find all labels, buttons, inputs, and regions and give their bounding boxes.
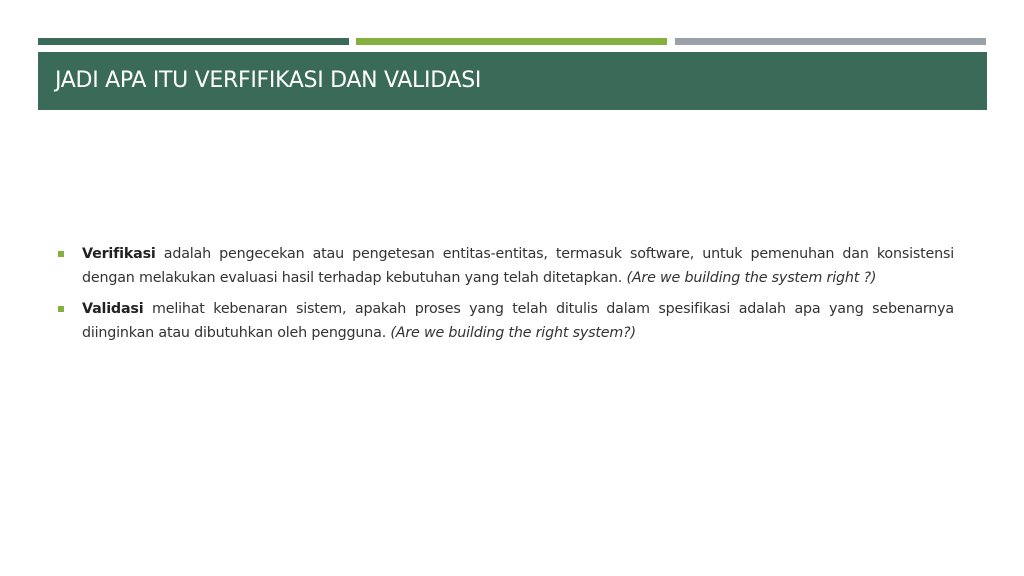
bullet-question: (Are we building the system right ?)	[626, 269, 877, 286]
square-bullet-icon	[58, 306, 64, 312]
bullet-question: (Are we building the right system?)	[390, 324, 636, 341]
content-area	[58, 243, 954, 353]
accent-bar-gray	[675, 38, 986, 45]
title-band	[38, 52, 987, 110]
bullet-item-validasi	[58, 298, 954, 345]
bullet-text: melihat kebenaran sistem, apakah proses yang telah ditulis dalam spesifikasi adalah apa yang sebenarnya diinginkan atau dibutuhkan oleh pengguna.	[82, 301, 954, 341]
bullet-text: adalah pengecekan atau pengetesan entitas-entitas, termasuk software, untuk pemenuhan dan konsistensi dengan melakukan evaluasi hasil terhadap kebutuhan yang telah ditetapkan.	[82, 246, 954, 286]
slide-title: JADI APA ITU VERFIFIKASI DAN VALIDASI	[55, 68, 482, 93]
square-bullet-icon	[58, 251, 64, 257]
accent-bar-dark-green	[38, 38, 349, 45]
bullet-term: Validasi	[82, 301, 144, 317]
accent-bar-light-green	[356, 38, 667, 45]
bullet-item-verifikasi	[58, 243, 954, 290]
bullet-term: Verifikasi	[82, 246, 156, 262]
